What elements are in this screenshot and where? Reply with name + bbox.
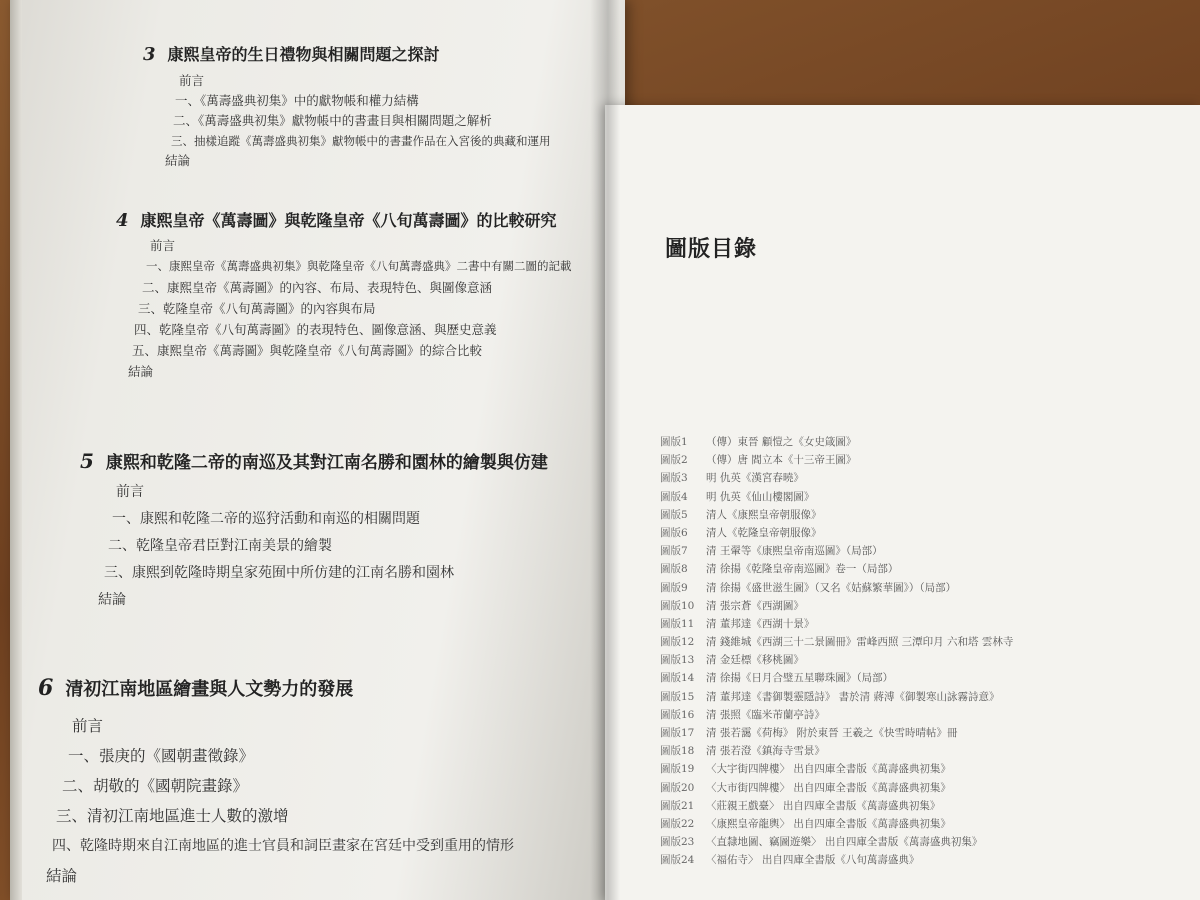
chapter-heading [38, 675, 514, 701]
chapter-number: 6 [38, 675, 54, 701]
chapter-number: 4 [116, 210, 129, 231]
list-item: 三、抽樣追蹤《萬壽盛典初集》獻物帳中的書畫作品在入宮後的典藏和運用 [171, 134, 551, 148]
plate-number: 圖版11 [660, 617, 695, 630]
plate-number: 圖版17 [660, 727, 695, 739]
plate-number: 圖版16 [660, 708, 695, 721]
left-page [10, 0, 625, 900]
plate-caption: 清 張照《臨米芾蘭亭詩》 [706, 708, 825, 721]
plate-caption: 清 金廷標《移桃圖》 [706, 654, 804, 667]
plate-number: 圖版8 [660, 563, 688, 576]
chapter-heading [80, 448, 548, 473]
plate-caption: 清 董邦達《西湖十景》 [706, 617, 815, 630]
list-item: 前言 [72, 717, 104, 735]
list-item [660, 797, 1013, 815]
list-item [660, 742, 1013, 760]
list-item [660, 724, 1013, 742]
plate-number: 圖版19 [660, 763, 695, 776]
list-item [660, 469, 1013, 487]
plate-number: 圖版3 [660, 472, 688, 485]
list-item: 一、張庚的《國朝畫徵錄》 [68, 747, 255, 765]
chapter-title: 康熙皇帝《萬壽圖》與乾隆皇帝《八旬萬壽圖》的比較研究 [140, 211, 557, 230]
plate-number: 圖版7 [660, 545, 688, 558]
chapter-number: 5 [80, 449, 94, 473]
list-item [660, 615, 1013, 633]
chapter-title: 康熙和乾隆二帝的南巡及其對江南名勝和園林的繪製與仿建 [105, 453, 548, 473]
list-item: 四、乾隆時期來自江南地區的進士官員和詞臣畫家在宮廷中受到重用的情形 [52, 838, 514, 854]
plate-number: 圖版2 [660, 454, 688, 467]
plate-caption: 清人《乾隆皇帝朝服像》 [706, 526, 822, 539]
list-item: 一、《萬壽盛典初集》中的獻物帳和權力結構 [175, 93, 419, 108]
chapter-heading [116, 208, 572, 231]
chapter-items [80, 479, 548, 614]
plate-number: 圖版1 [660, 436, 688, 448]
plate-caption: 〈直隸地圖、竊圖遊樂〉 出自四庫全書版《萬壽盛典初集》 [706, 836, 983, 849]
list-item: 結論 [98, 592, 126, 608]
list-item [660, 542, 1013, 560]
list-item: 前言 [116, 484, 144, 500]
chapter-4 [116, 208, 572, 382]
plate-caption: 清 張若澄《鎮海寺雪景》 [706, 745, 825, 758]
list-item [660, 560, 1013, 578]
list-item: 三、康熙到乾隆時期皇家苑囿中所仿建的江南名勝和園林 [104, 565, 454, 581]
plate-number: 圖版20 [660, 781, 695, 794]
list-item [660, 524, 1013, 542]
chapter-items [143, 71, 551, 171]
plate-caption: 清 徐揚《日月合璧五星聯珠圖》（局部） [706, 672, 894, 685]
plate-number: 圖版14 [660, 672, 695, 685]
list-item: 結論 [128, 364, 154, 379]
list-item: 三、清初江南地區進士人數的激增 [56, 807, 289, 825]
plate-caption: 明 仇英《漢宮春曉》 [706, 472, 804, 485]
list-item: 一、康熙和乾隆二帝的巡狩活動和南巡的相關問題 [112, 511, 420, 527]
plate-caption: 清 徐揚《盛世滋生圖》（又名《姑蘇繁華圖》）（局部） [706, 581, 957, 594]
list-item: 五、康熙皇帝《萬壽圖》與乾隆皇帝《八旬萬壽圖》的綜合比較 [132, 343, 483, 358]
list-item [660, 706, 1013, 724]
list-item: 二、胡敬的《國朝院畫錄》 [62, 777, 249, 795]
chapter-title: 康熙皇帝的生日禮物與相關問題之探討 [167, 45, 440, 64]
list-item: 二、《萬壽盛典初集》獻物帳中的書畫目與相關問題之解析 [173, 113, 492, 128]
plate-number: 圖版10 [660, 599, 695, 612]
list-item: 前言 [179, 73, 205, 88]
list-item [660, 579, 1013, 597]
plate-number: 圖版18 [660, 745, 695, 758]
list-item [660, 815, 1013, 833]
list-item [660, 633, 1013, 651]
chapter-items [38, 711, 514, 891]
list-item: 四、乾隆皇帝《八旬萬壽圖》的表現特色、圖像意涵、與歷史意義 [134, 322, 497, 337]
plate-caption: 清人《康熙皇帝朝服像》 [706, 508, 822, 521]
list-item [660, 451, 1013, 469]
list-item: 結論 [46, 867, 78, 885]
plate-caption: 〈福佑寺〉 出自四庫全書版《八旬萬壽盛典》 [706, 854, 920, 867]
plate-caption: （傳）唐 閻立本《十三帝王圖》 [706, 454, 857, 467]
plate-caption: 〈莊親王戲臺〉 出自四庫全書版《萬壽盛典初集》 [706, 799, 941, 812]
plate-caption: 〈大宇街四牌樓〉 出自四庫全書版《萬壽盛典初集》 [706, 763, 951, 776]
plates-list [660, 433, 1013, 870]
chapter-5 [80, 448, 548, 614]
list-item [660, 506, 1013, 524]
book-gutter [590, 0, 620, 900]
plate-number: 圖版4 [660, 490, 688, 503]
list-item [660, 851, 1013, 869]
plate-caption: （傳）東晉 顧愷之《女史箴圖》 [706, 436, 857, 448]
list-item: 二、康熙皇帝《萬壽圖》的內容、布局、表現特色、與圖像意涵 [142, 280, 493, 295]
list-item [660, 488, 1013, 506]
list-item [660, 433, 1013, 451]
page-title: 圖版目錄 [665, 236, 758, 262]
list-item [660, 760, 1013, 778]
right-page [605, 105, 1200, 900]
list-item [660, 833, 1013, 851]
chapter-heading [143, 42, 551, 65]
list-item: 結論 [165, 153, 191, 168]
plate-number: 圖版24 [660, 854, 695, 867]
list-item: 二、乾隆皇帝君臣對江南美景的繪製 [108, 538, 332, 554]
page-edge [10, 0, 22, 900]
plate-caption: 清 董邦達《書御製靈隱詩》 書於清 蔣溥《御製寒山詠霧詩意》 [706, 690, 1000, 703]
chapter-title: 清初江南地區繪畫與人文勢力的發展 [65, 679, 354, 700]
list-item: 一、康熙皇帝《萬壽盛典初集》與乾隆皇帝《八旬萬壽盛典》二書中有關二圖的記載 [146, 259, 572, 273]
list-item [660, 669, 1013, 687]
plate-number: 圖版22 [660, 817, 695, 830]
list-item: 三、乾隆皇帝《八旬萬壽圖》的內容與布局 [138, 301, 376, 316]
plate-caption: 清 錢維城《西湖三十二景圖冊》雷峰西照 三潭印月 六和塔 雲林寺 [706, 636, 1014, 649]
plate-number: 圖版12 [660, 636, 695, 649]
plate-caption: 明 仇英《仙山樓閣圖》 [706, 490, 815, 503]
plate-number: 圖版6 [660, 526, 688, 539]
chapter-6 [38, 675, 514, 891]
plate-caption: 清 徐揚《乾隆皇帝南巡圖》卷一（局部） [706, 563, 899, 576]
plate-number: 圖版21 [660, 799, 695, 812]
list-item [660, 779, 1013, 797]
list-item [660, 688, 1013, 706]
plate-number: 圖版15 [660, 690, 695, 703]
list-item [660, 651, 1013, 669]
list-item: 前言 [150, 238, 176, 253]
chapter-3 [143, 42, 551, 171]
plate-number: 圖版13 [660, 654, 695, 667]
plate-caption: 清 張宗蒼《西湖圖》 [706, 599, 804, 612]
plate-number: 圖版5 [660, 508, 688, 521]
plate-caption: 清 張若靄《荷梅》 附於東晉 王羲之《快雪時晴帖》冊 [706, 727, 958, 739]
chapter-number: 3 [143, 44, 156, 65]
plate-number: 圖版9 [660, 581, 688, 594]
plate-caption: 〈康熙皇帝龍輿〉 出自四庫全書版《萬壽盛典初集》 [706, 817, 951, 830]
plate-caption: 清 王翬等《康熙皇帝南巡圖》（局部） [706, 545, 883, 558]
plate-caption: 〈大市街四牌樓〉 出自四庫全書版《萬壽盛典初集》 [706, 781, 951, 794]
chapter-items [116, 235, 572, 382]
plate-number: 圖版23 [660, 836, 695, 849]
list-item [660, 597, 1013, 615]
